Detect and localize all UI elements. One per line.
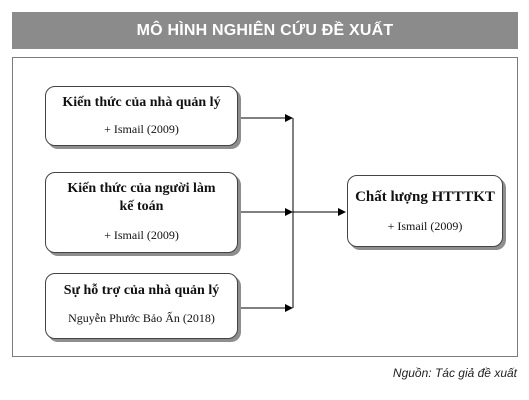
box-ais-quality: [347, 175, 503, 247]
source-caption: Nguồn: Tác giả đề xuất: [392, 366, 517, 380]
box-title: Kiến thức của nhà quản lý: [62, 95, 221, 110]
box-reference: + Ismail (2009): [104, 122, 179, 136]
box-reference: + Ismail (2009): [387, 219, 463, 233]
box-title: Sự hỗ trợ của nhà quản lý: [63, 283, 220, 298]
box-reference: + Ismail (2009): [104, 228, 179, 242]
diagram-title: MÔ HÌNH NGHIÊN CỨU ĐỀ XUẤT: [136, 21, 394, 39]
box-title: Kiến thức của người làm kế toán: [67, 181, 216, 214]
box-title: Chất lượng HTTTKT: [355, 189, 495, 205]
diagram-title-bar: [12, 12, 518, 49]
box-manager-knowledge: [45, 86, 238, 146]
box-manager-support: [45, 273, 238, 339]
box-accountant-knowledge: [45, 172, 238, 253]
box-reference: Nguyễn Phước Bảo Ấn (2018): [68, 311, 215, 325]
